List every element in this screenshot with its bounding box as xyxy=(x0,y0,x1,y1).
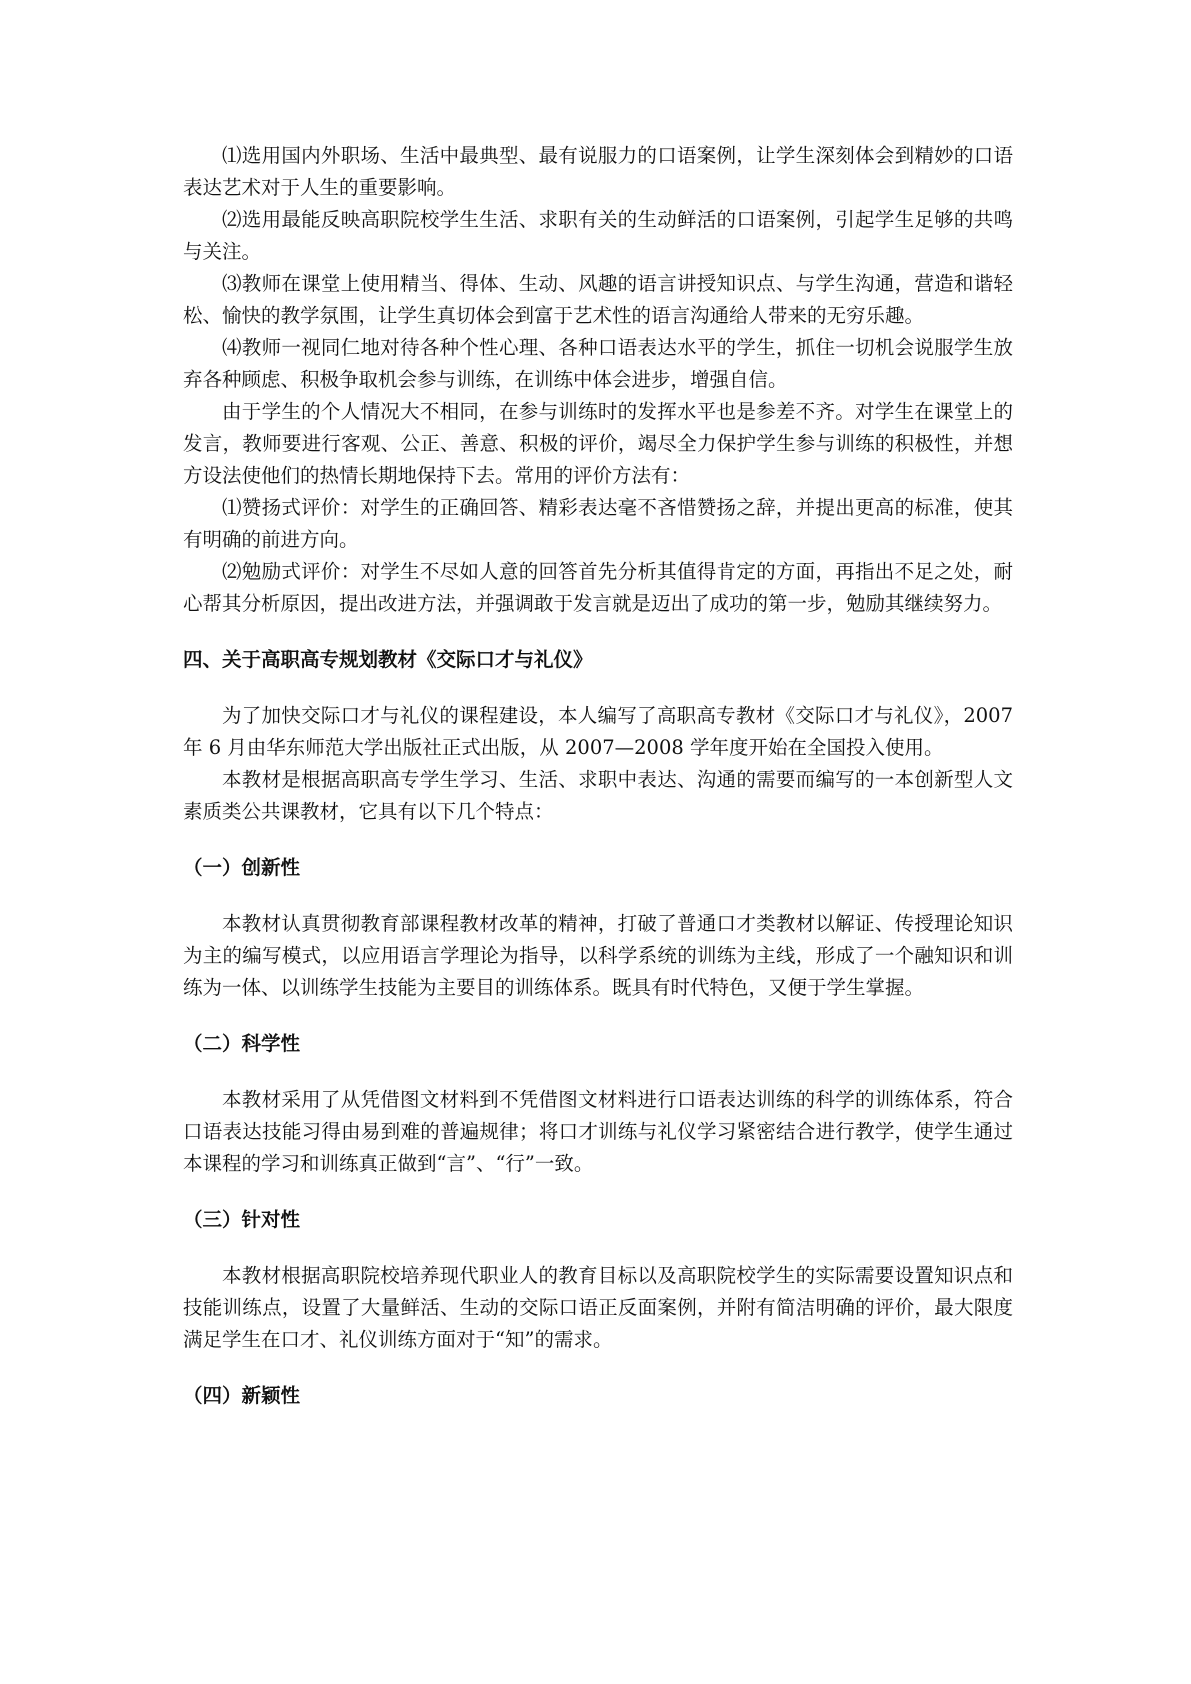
subheading-targeted: （三）针对性 xyxy=(183,1208,301,1231)
paragraph-evaluation-intro: 由于学生的个人情况大不相同，在参与训练时的发挥水平也是参差不齐。对学生在课堂上的发言，教师要进行客观、公正、善意、积极的评价，竭尽全力保护学生参与训练的积极性，并想方设法使他们的热情长期地保持下去。常用的评价方法有： xyxy=(183,400,1013,487)
paragraph-innovation: 本教材认真贯彻教育部课程教材改革的精神，打破了普通口才类教材以解证、传授理论知识为主的编写模式，以应用语言学理论为指导，以科学系统的训练为主线，形成了一个融知识和训练为一体、以训练学生技能为主要目的训练体系。既具有时代特色，又便于学生掌握。 xyxy=(183,912,1013,999)
paragraph-targeted: 本教材根据高职院校培养现代职业人的教育目标以及高职院校学生的实际需要设置知识点和技能训练点，设置了大量鲜活、生动的交际口语正反面案例，并附有简洁明确的评价，最大限度满足学生在口才、礼仪训练方面对于“知”的需求。 xyxy=(183,1264,1013,1351)
paragraph-encouragement-evaluation: ⑵勉励式评价：对学生不尽如人意的回答首先分析其值得肯定的方面，再指出不足之处，耐心帮其分析原因，提出改进方法，并强调敢于发言就是迈出了成功的第一步，勉励其继续努力。 xyxy=(183,560,1013,615)
subheading-scientific: （二）科学性 xyxy=(183,1032,301,1055)
paragraph-case-selection-2: ⑵选用最能反映高职院校学生生活、求职有关的生动鲜活的口语案例，引起学生足够的共鸣与关注。 xyxy=(183,208,1013,263)
section-heading-textbook: 四、关于高职高专规划教材《交际口才与礼仪》 xyxy=(183,648,593,671)
subheading-novelty: （四）新颖性 xyxy=(183,1384,301,1407)
document-page xyxy=(183,140,1013,1412)
paragraph-scientific: 本教材采用了从凭借图文材料到不凭借图文材料进行口语表达训练的科学的训练体系，符合口语表达技能习得由易到难的普遍规律；将口才训练与礼仪学习紧密结合进行教学，使学生通过本课程的学习和训练真正做到“言”、“行”一致。 xyxy=(183,1088,1013,1175)
paragraph-textbook-publication: 为了加快交际口才与礼仪的课程建设，本人编写了高职高专教材《交际口才与礼仪》，2007 年 6 月由华东师范大学出版社正式出版，从 2007—2008 学年度开始在全国投入使用。 xyxy=(183,704,1013,759)
subheading-innovation: （一）创新性 xyxy=(183,856,301,879)
paragraph-case-selection-1: ⑴选用国内外职场、生活中最典型、最有说服力的口语案例，让学生深刻体会到精妙的口语表达艺术对于人生的重要影响。 xyxy=(183,144,1013,199)
paragraph-teacher-fairness: ⑷教师一视同仁地对待各种个性心理、各种口语表达水平的学生，抓住一切机会说服学生放弃各种顾虑、积极争取机会参与训练，在训练中体会进步，增强自信。 xyxy=(183,336,1013,391)
paragraph-praise-evaluation: ⑴赞扬式评价：对学生的正确回答、精彩表达毫不吝惜赞扬之辞，并提出更高的标准，使其有明确的前进方向。 xyxy=(183,496,1013,551)
paragraph-textbook-features-intro: 本教材是根据高职高专学生学习、生活、求职中表达、沟通的需要而编写的一本创新型人文素质类公共课教材，它具有以下几个特点： xyxy=(183,768,1013,823)
paragraph-teacher-language: ⑶教师在课堂上使用精当、得体、生动、风趣的语言讲授知识点、与学生沟通，营造和谐轻松、愉快的教学氛围，让学生真切体会到富于艺术性的语言沟通给人带来的无穷乐趣。 xyxy=(183,272,1013,327)
